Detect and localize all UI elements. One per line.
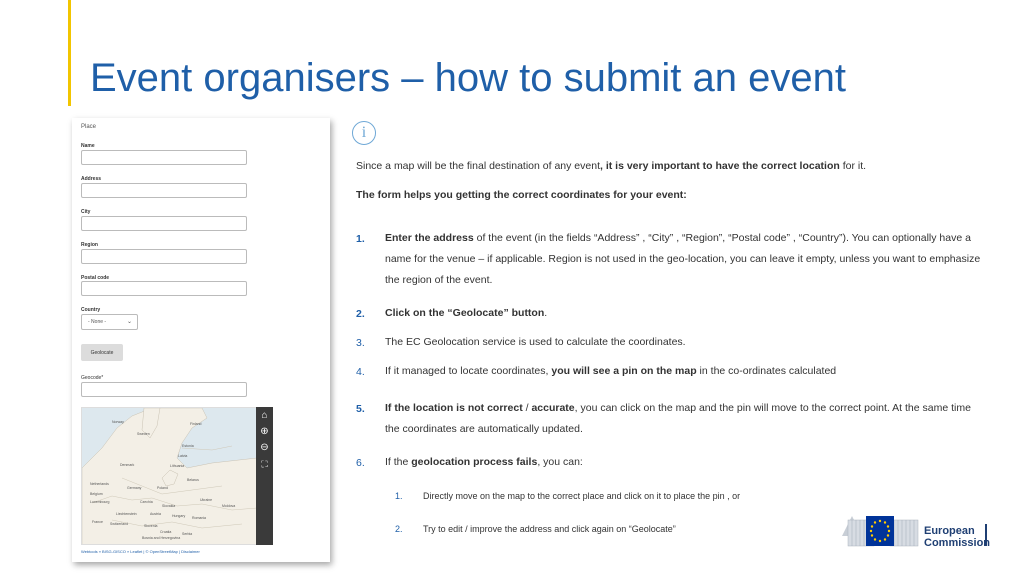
step-1-text	[385, 228, 985, 291]
map-toolbar	[256, 407, 273, 545]
sub-step-2-text: Try to edit / improve the address and click again on “Geolocate”	[423, 524, 676, 534]
city-input[interactable]	[81, 216, 247, 231]
logo-text-line1: European	[924, 525, 975, 537]
address-input[interactable]	[81, 183, 247, 198]
step-number: 1.	[356, 233, 365, 245]
map-label: Moldova	[222, 504, 236, 508]
geocode-label: Geocode*	[81, 375, 104, 381]
slide-title: Event organisers – how to submit an event	[90, 56, 846, 100]
map-label: Hungary	[172, 514, 186, 518]
step-2-text	[385, 303, 985, 324]
zoom-in-icon[interactable]: ⊕	[260, 426, 269, 437]
step-1-rest: of the event (in the fields “Address” , “City” , “Region”, “Postal code” , “Country”). You can optionally have a name for the venue – if applicable. Region is not used in the geo-location, you can leave it empty, unless you want to emphasize the region of the event.	[385, 232, 981, 286]
step-1-bold: Enter the address	[385, 232, 474, 244]
map-label: Belgium	[90, 492, 103, 496]
geocode-input[interactable]	[81, 382, 247, 397]
step-4-text	[385, 361, 985, 382]
sub-step-number: 2.	[395, 524, 403, 534]
step-number: 6.	[356, 457, 365, 469]
map-label: Slovenia	[144, 524, 158, 528]
form-helps-text: The form helps you getting the correct coordinates for your event:	[356, 189, 687, 201]
step-5-bold2: accurate	[531, 402, 575, 414]
map-label: Switzerland	[110, 522, 129, 526]
map-label: Belarus	[187, 478, 199, 482]
step-5-bold: If the location is not correct	[385, 402, 523, 414]
step-4-bold: you will see a pin on the map	[551, 365, 697, 377]
sub-step-number: 1.	[395, 491, 403, 501]
country-label: Country	[81, 307, 101, 313]
map-label: Luxembourg	[90, 500, 110, 504]
chevron-down-icon: ⌄	[126, 319, 132, 325]
country-select-value: - None -	[88, 319, 107, 325]
map-label: Bosnia and Herzegovina	[142, 536, 181, 540]
region-input[interactable]	[81, 249, 247, 264]
form-screenshot	[72, 118, 330, 562]
step-4-pre: If it managed to locate coordinates,	[385, 365, 552, 377]
step-number: 5.	[356, 403, 365, 415]
map-label: Lithuania	[170, 464, 185, 468]
sub-step-1-text: Directly move on the map to the correct place and click on it to place the pin , or	[423, 491, 741, 501]
step-2-bold: Click on the “Geolocate” button	[385, 307, 545, 319]
map-label: Sweden	[137, 432, 150, 436]
geolocate-button[interactable]: Geolocate	[81, 344, 123, 361]
step-5-text	[385, 398, 985, 440]
map-label: Ukraine	[200, 498, 213, 502]
map-label: Czechia	[140, 500, 153, 504]
map-label: Finland	[190, 422, 202, 426]
step-6-bold: geolocation process fails	[411, 456, 538, 468]
step-number: 2.	[356, 308, 365, 320]
step-6-pre: If the	[385, 456, 412, 468]
intro-pre: Since a map will be the final destination of any event	[356, 160, 600, 172]
step-3-text: The EC Geolocation service is used to calculate the coordinates.	[385, 336, 686, 348]
logo-text-line2: Commission	[924, 537, 991, 549]
postal-code-input[interactable]	[81, 281, 247, 296]
step-6-text	[385, 452, 985, 473]
step-2-rest: .	[544, 307, 548, 319]
map-label: Serbia	[182, 532, 193, 536]
map-label: Romania	[192, 516, 207, 520]
place-section-label: Place	[81, 124, 97, 130]
step-number: 4.	[356, 366, 365, 378]
intro-paragraph	[356, 160, 866, 172]
city-label: City	[81, 209, 91, 215]
postal-code-label: Postal code	[81, 275, 110, 281]
step-5-mid: /	[522, 402, 532, 414]
map-label: Estonia	[182, 444, 194, 448]
step-4-rest: in the co-ordinates calculated	[696, 365, 837, 377]
intro-bold: , it is very important to have the correct location	[599, 160, 840, 172]
step-5-rest: , you can click on the map and the pin will move to the correct point. At the same time the coordinates are automatically updated.	[385, 402, 971, 435]
country-select[interactable]	[81, 314, 138, 330]
map-label: Poland	[157, 486, 168, 490]
name-label: Name	[81, 143, 95, 149]
map-label: Croatia	[160, 530, 172, 534]
map-label: Norway	[112, 420, 124, 424]
map-label: Slovakia	[162, 504, 176, 508]
map-label: Denmark	[120, 463, 135, 467]
step-6-rest: , you can:	[537, 456, 583, 468]
intro-post: for it.	[839, 160, 867, 172]
zoom-out-icon[interactable]: ⊖	[260, 442, 269, 453]
map-view[interactable]	[81, 407, 273, 545]
info-icon: i	[352, 121, 376, 145]
map-label: Austria	[150, 512, 161, 516]
map-label: Liechtenstein	[116, 512, 137, 516]
step-number: 3.	[356, 337, 365, 349]
region-label: Region	[81, 242, 98, 248]
address-label: Address	[81, 176, 102, 182]
fullscreen-icon[interactable]: ⛶	[261, 459, 268, 469]
map-attribution[interactable]: Webtools » BISG-GISCO » Leaflet | © OpenStreetMap | Disclaimer	[81, 549, 200, 554]
name-input[interactable]	[81, 150, 247, 165]
map-label: France	[92, 520, 103, 524]
map-label: Germany	[127, 486, 142, 490]
map-label: Netherlands	[90, 482, 109, 486]
accent-bar	[68, 0, 71, 106]
ec-building-icon	[842, 506, 922, 548]
map-label: Latvia	[178, 454, 188, 458]
home-icon[interactable]: ⌂	[261, 410, 268, 421]
